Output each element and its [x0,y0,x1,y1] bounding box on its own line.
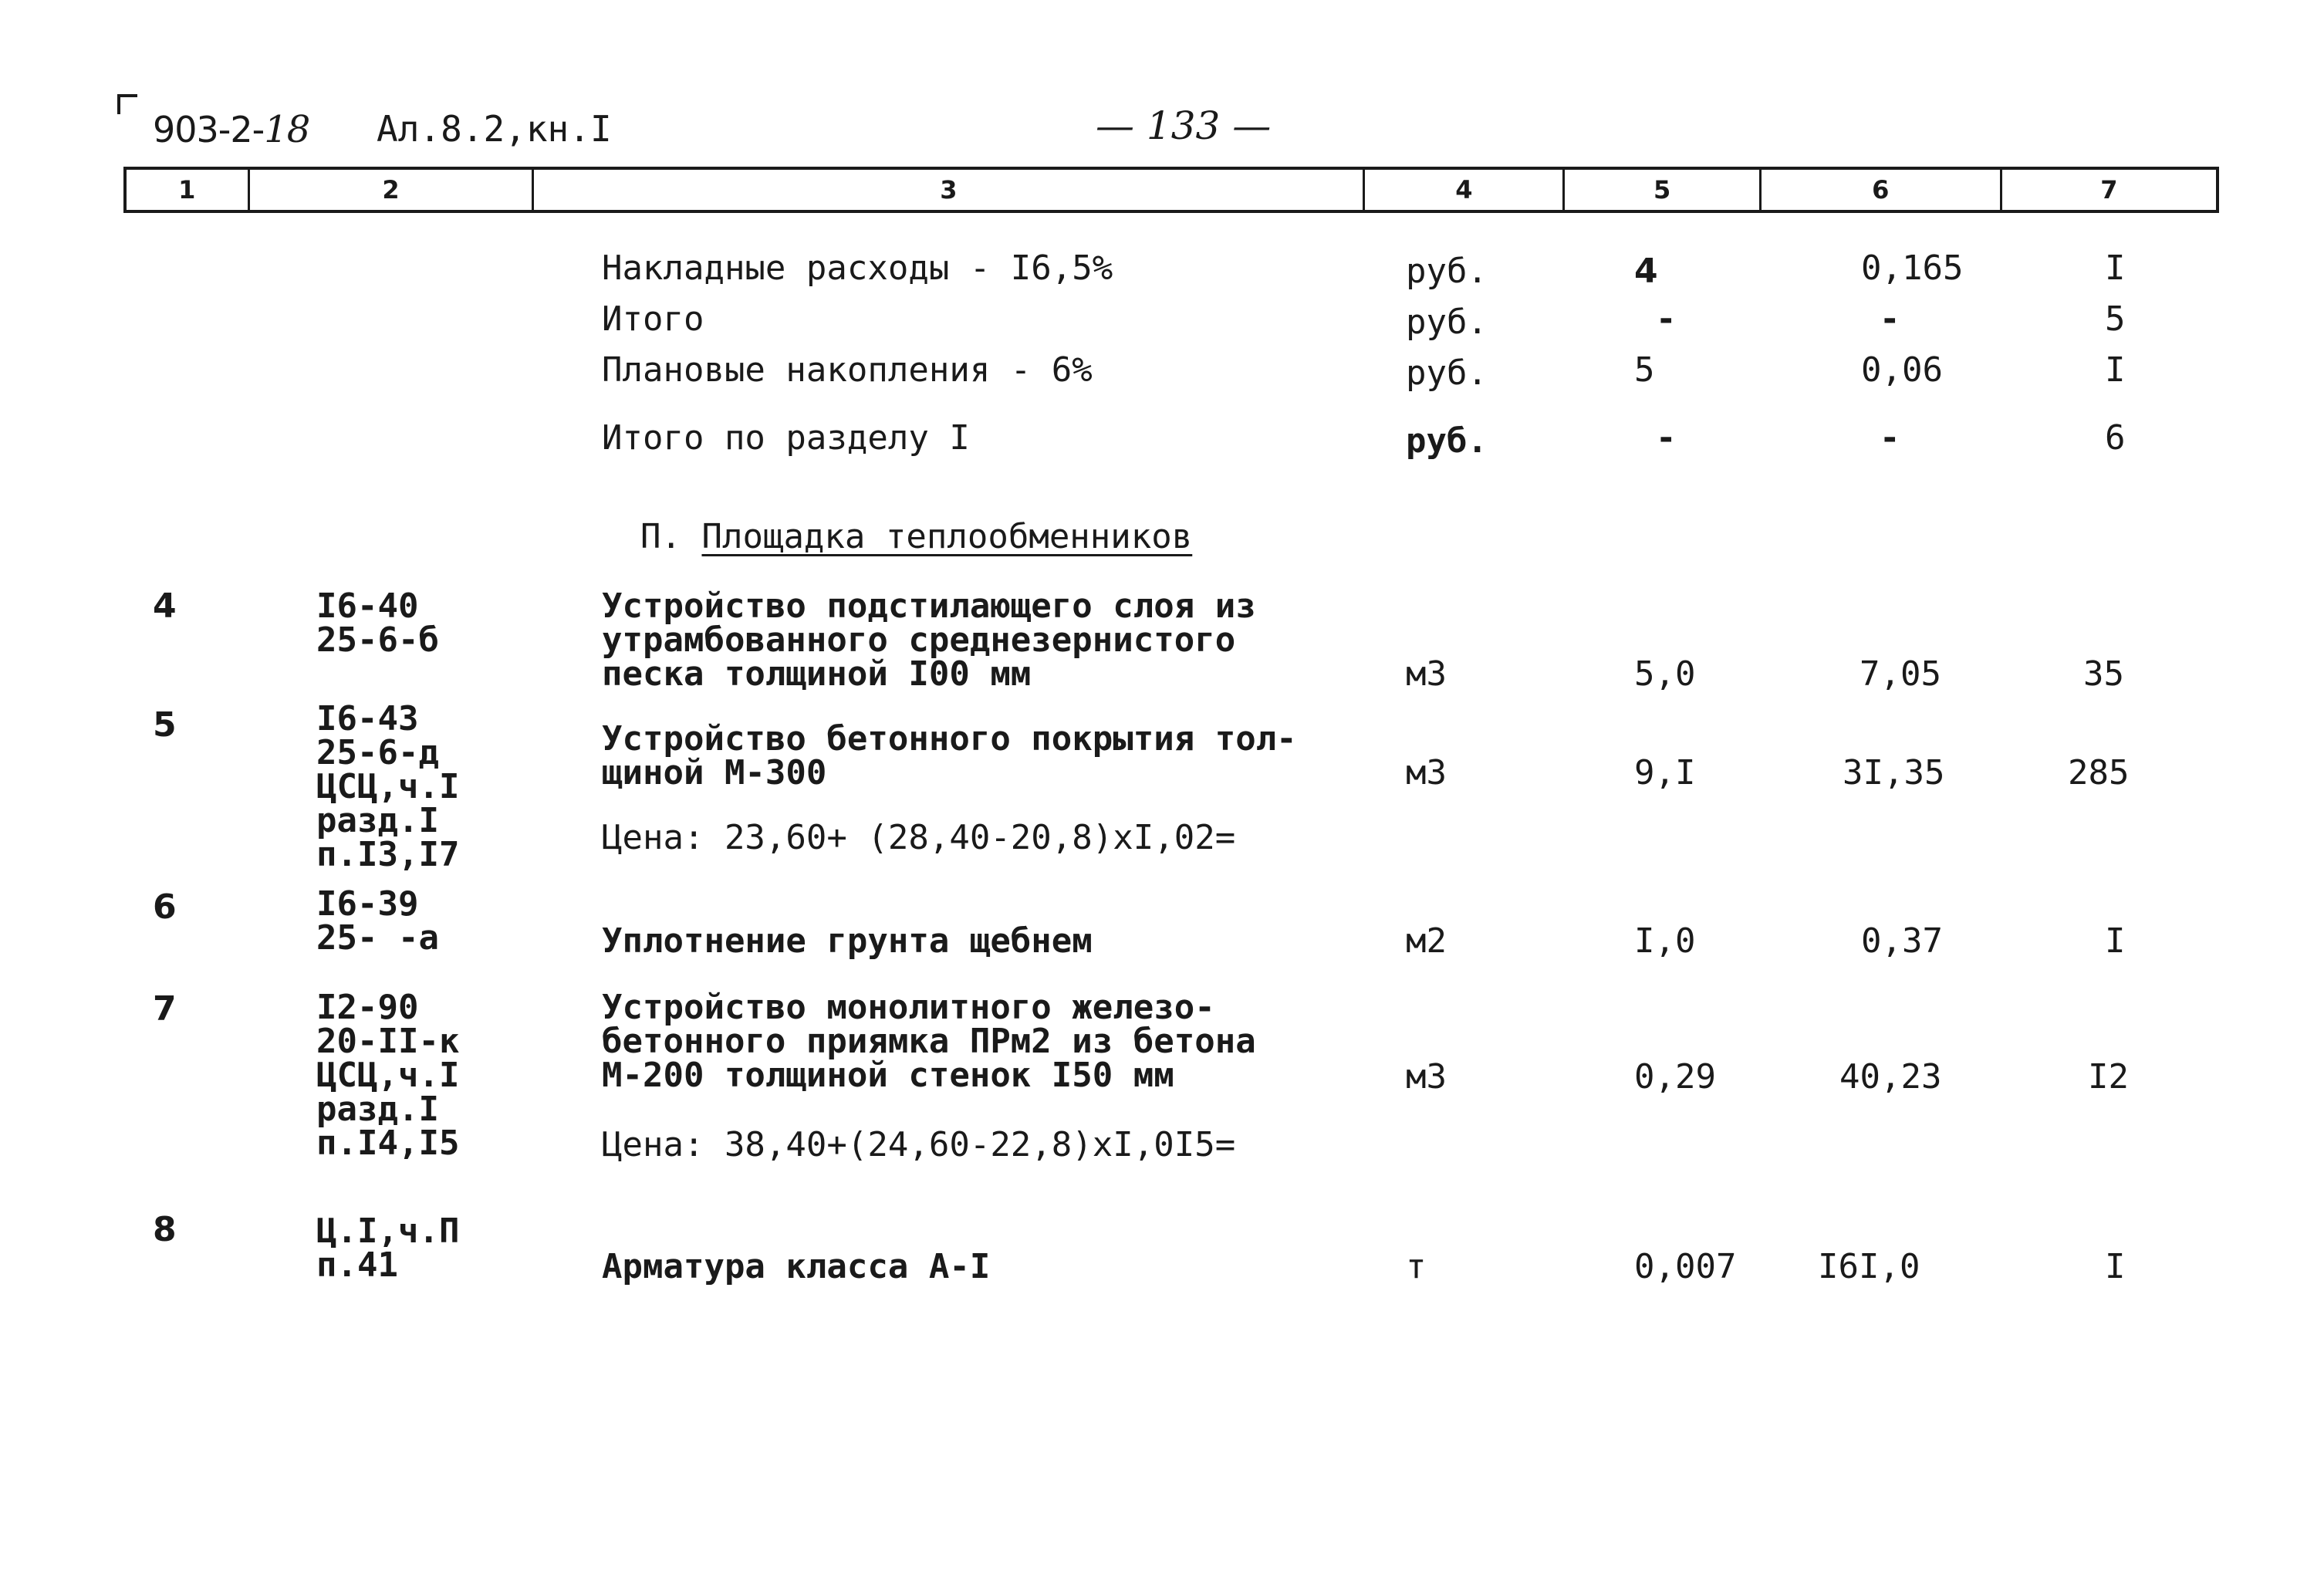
summary-total: I [2105,350,2126,390]
row-total: 285 [2068,753,2130,792]
summary-name: Итого [602,299,704,339]
code-line: 20-II-к [316,1022,460,1061]
row-code [316,884,439,958]
row-number: 6 [153,887,177,927]
code-line: п.41 [316,1245,398,1285]
row-code [316,1211,460,1285]
row-description [602,719,1297,792]
row-number: 8 [153,1210,177,1249]
row-code [316,988,460,1163]
row-price-note: Цена: 23,60+ (28,40-20,8)хI,02= [602,818,1236,857]
summary-unit: руб. [1406,353,1488,393]
row-unit: т [1406,1247,1427,1286]
row-unit: м2 [1406,921,1447,961]
row-unit: м3 [1406,654,1447,694]
row-code [316,699,460,874]
row-price: 40,23 [1839,1057,1942,1097]
column-header-row [123,167,2219,213]
row-code [316,586,439,660]
summary-total: 5 [2105,299,2126,339]
summary-price: 0,06 [1861,350,1943,390]
summary-unit: руб. [1406,302,1488,342]
summary-unit: руб. [1406,252,1488,291]
column-header-7: 7 [2100,175,2118,204]
corner-mark [117,94,137,114]
summary-name: Накладные расходы - I6,5% [602,248,1113,288]
row-unit: м3 [1406,753,1447,792]
description-line: утрамбованного среднезернистого [602,620,1236,660]
row-unit: м3 [1406,1057,1447,1097]
row-price: I6I,0 [1818,1247,1920,1286]
summary-qty: 5 [1634,350,1655,390]
summary-qty: - [1656,418,1677,458]
section-heading [640,517,1193,556]
row-price: 7,05 [1860,654,1941,694]
description-line: Устройство бетонного покрытия тол- [602,719,1297,759]
section-title: Площадка теплообменников [701,517,1193,556]
row-number: 7 [153,989,177,1029]
code-line: I6-43 [316,699,419,738]
row-number: 4 [153,586,177,626]
code-line: 25-6-б [316,620,439,660]
row-number: 5 [153,705,177,745]
section-number: П. [640,517,681,556]
code-line: п.I3,I7 [316,835,460,874]
column-header-6: 6 [1762,170,2002,210]
row-qty: 5,0 [1634,654,1696,694]
description-line: Устройство монолитного железо- [602,988,1215,1027]
row-total: 35 [2083,654,2124,694]
row-price: 3I,35 [1843,753,1945,792]
row-total: I [2105,921,2126,961]
album-reference: Ал.8.2,кн.I [377,108,612,150]
row-description [602,988,1256,1095]
row-total: I [2105,1247,2126,1286]
code-line: I2-90 [316,988,419,1027]
column-header-1: 1 [127,170,250,210]
description-line: бетонного приямка ПРм2 из бетона [602,1022,1256,1061]
row-qty: I,0 [1634,921,1696,961]
summary-price: 0,165 [1861,248,1964,288]
summary-qty: 4 [1634,252,1658,291]
document-code: 903-2-18 [153,108,310,151]
summary-total: 6 [2105,418,2126,458]
column-header-3: 3 [534,170,1365,210]
code-line: ЦСЦ,ч.I [316,1056,460,1095]
code-line: ЦСЦ,ч.I [316,767,460,806]
row-qty: 9,I [1634,753,1696,792]
code-line: I6-40 [316,586,419,626]
code-line: I6-39 [316,884,419,924]
description-line: Устройство подстилающего слоя из [602,586,1256,626]
code-line: Ц.I,ч.П [316,1211,460,1251]
summary-total: I [2105,248,2126,288]
row-description: Уплотнение грунта щебнем [602,921,1093,961]
column-header-4: 4 [1365,170,1565,210]
code-line: 25-6-д [316,733,439,772]
row-price: 0,37 [1861,921,1943,961]
row-qty: 0,29 [1634,1057,1716,1097]
summary-price: - [1880,418,1900,458]
row-description [602,586,1256,694]
summary-qty: - [1656,299,1677,339]
description-line: песка толщиной I00 мм [602,654,1032,694]
summary-price: - [1880,299,1900,339]
code-line: разд.I [316,1090,439,1129]
row-price-note: Цена: 38,40+(24,60-22,8)хI,0I5= [602,1125,1236,1164]
summary-name: Итого по разделу I [602,418,970,458]
row-description: Арматура класса А-I [602,1247,991,1286]
code-line: 25- -а [316,918,439,958]
description-line: М-200 толщиной стенок I50 мм [602,1056,1174,1095]
code-line: разд.I [316,801,439,840]
summary-unit: руб. [1406,421,1488,461]
description-line: щиной М-300 [602,753,827,792]
code-line: п.I4,I5 [316,1124,460,1163]
page-number: — 133 — [1096,103,1272,148]
column-header-5: 5 [1565,170,1761,210]
summary-name: Плановые накопления - 6% [602,350,1093,390]
row-total: I2 [2088,1057,2129,1097]
row-qty: 0,007 [1634,1247,1737,1286]
column-header-2: 2 [250,170,535,210]
